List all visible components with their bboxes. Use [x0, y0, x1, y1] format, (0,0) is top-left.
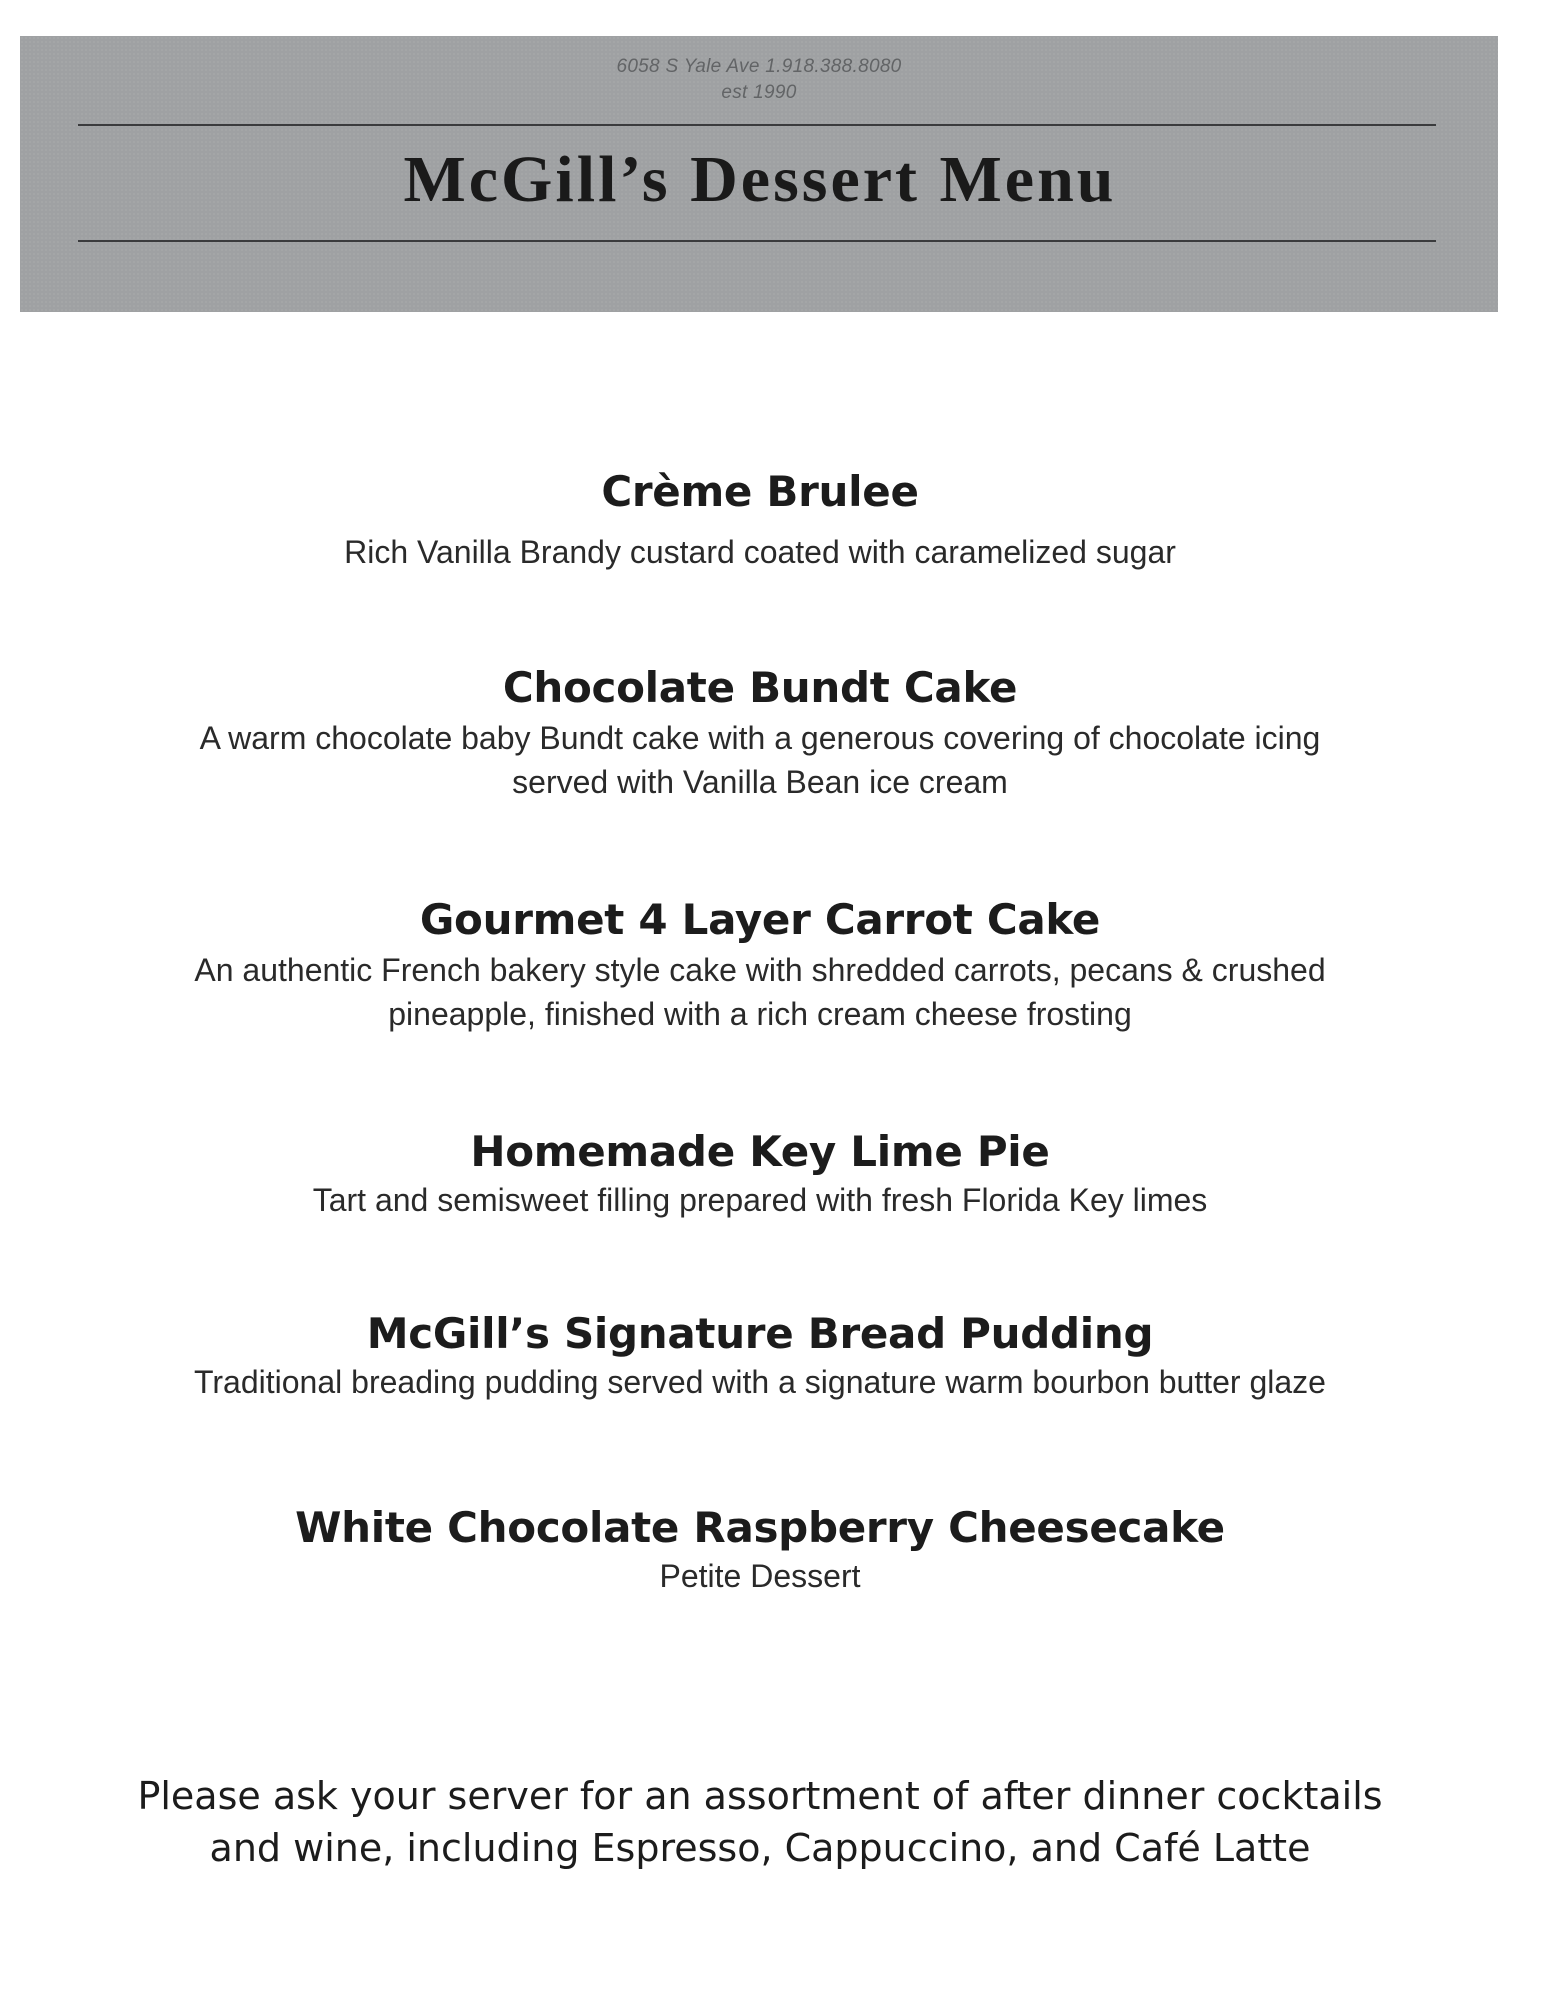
menu-item-description: Petite Dessert — [659, 1558, 861, 1594]
footer-note-line: and wine, including Espresso, Cappuccino, and Café Latte — [209, 1826, 1311, 1870]
header-bottom-rule — [78, 240, 1436, 242]
header-banner — [20, 36, 1498, 312]
menu-item-description: An authentic French bakery style cake with shredded carrots, pecans & crushed — [194, 952, 1326, 988]
menu-item-name: Gourmet 4 Layer Carrot Cake — [419, 895, 1101, 944]
menu-item-description: A warm chocolate baby Bundt cake with a generous covering of chocolate icing — [199, 720, 1321, 756]
footer-note-line: Please ask your server for an assortment of after dinner cocktails — [137, 1774, 1383, 1818]
restaurant-contact-info — [20, 54, 1498, 106]
established-line: est 1990 — [721, 82, 797, 103]
menu-item — [60, 1502, 1460, 1598]
menu-item-description: Rich Vanilla Brandy custard coated with caramelized sugar — [344, 534, 1176, 570]
menu-item-description: pineapple, finished with a rich cream cheese frosting — [388, 996, 1132, 1032]
footer-note — [60, 1770, 1460, 1874]
menu-item-name: White Chocolate Raspberry Cheesecake — [295, 1503, 1225, 1552]
address-phone-line: 6058 S Yale Ave 1.918.388.8080 — [616, 56, 902, 77]
menu-item-name: Crème Brulee — [601, 467, 919, 516]
menu-item-name: McGill’s Signature Bread Pudding — [366, 1309, 1154, 1358]
menu-item-name: Homemade Key Lime Pie — [470, 1127, 1050, 1176]
menu-item-description: Traditional breading pudding served with a signature warm bourbon butter glaze — [194, 1364, 1326, 1400]
menu-item — [60, 662, 1460, 804]
menu-item-description: Tart and semisweet filling prepared with fresh Florida Key limes — [312, 1182, 1208, 1218]
menu-item-name: Chocolate Bundt Cake — [502, 663, 1018, 712]
menu-item-description: served with Vanilla Bean ice cream — [512, 764, 1008, 800]
menu-item — [60, 1308, 1460, 1404]
menu-title: McGill’s Dessert Menu — [403, 143, 1117, 216]
menu-item — [60, 1126, 1460, 1222]
menu-item — [60, 894, 1460, 1036]
header-top-rule — [78, 124, 1436, 126]
menu-item — [60, 466, 1460, 574]
